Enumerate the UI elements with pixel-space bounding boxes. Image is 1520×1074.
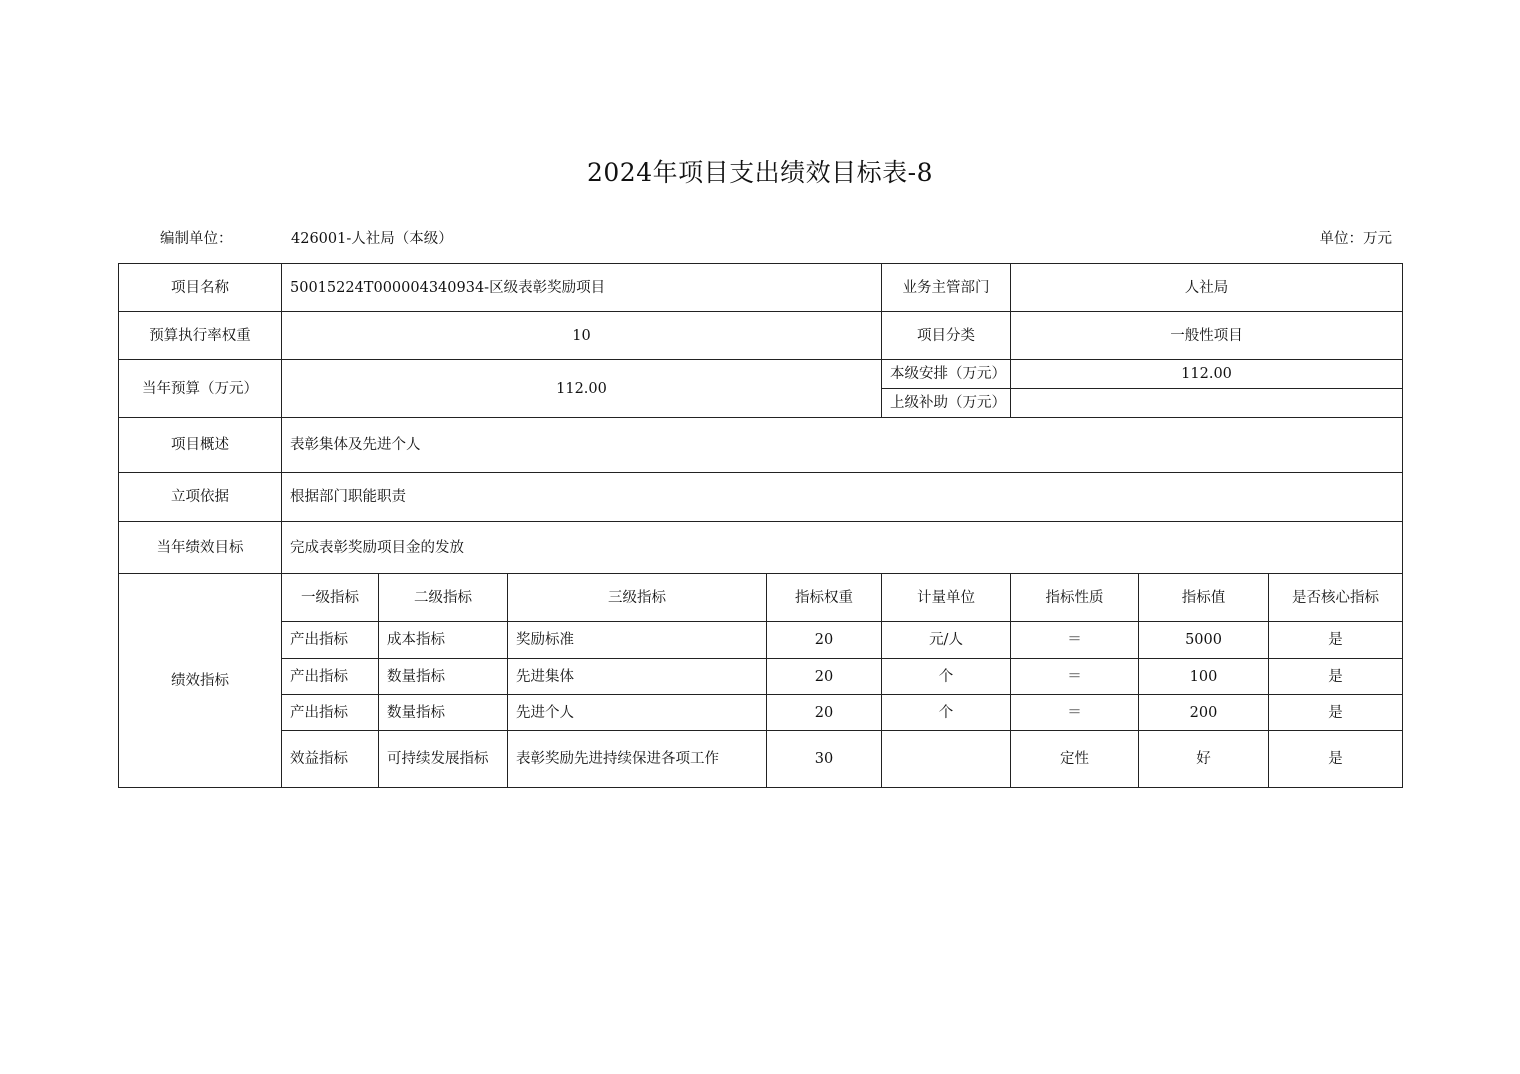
table-row <box>119 695 1403 731</box>
table-row <box>119 659 1403 695</box>
row-weight <box>119 312 1403 360</box>
basis-label: 立项依据 <box>119 473 282 522</box>
weight-value: 10 <box>282 312 882 360</box>
row-overview <box>119 418 1403 473</box>
metric-weight: 30 <box>767 731 882 788</box>
overview-value: 表彰集体及先进个人 <box>282 418 1403 473</box>
metric-level3: 奖励标准 <box>508 622 767 659</box>
metric-unit: 个 <box>882 659 1011 695</box>
metric-core: 是 <box>1269 731 1403 788</box>
metric-nature: ＝ <box>1011 659 1139 695</box>
metric-level1: 产出指标 <box>282 659 379 695</box>
metric-nature: ＝ <box>1011 622 1139 659</box>
metric-nature: ＝ <box>1011 695 1139 731</box>
weight-label: 预算执行率权重 <box>119 312 282 360</box>
row-project-name <box>119 264 1403 312</box>
metric-nature: 定性 <box>1011 731 1139 788</box>
row-budget <box>119 360 1403 389</box>
org-value: 426001-人社局（本级） <box>291 231 453 247</box>
basis-value: 根据部门职能职责 <box>282 473 1403 522</box>
metrics-section-label: 绩效指标 <box>119 574 282 788</box>
category-label: 项目分类 <box>882 312 1011 360</box>
metrics-header: 一级指标 <box>282 574 379 622</box>
metric-level1: 产出指标 <box>282 622 379 659</box>
metrics-header: 二级指标 <box>379 574 508 622</box>
org-label: 编制单位： <box>160 231 233 247</box>
metric-weight: 20 <box>767 622 882 659</box>
metric-unit <box>882 731 1011 788</box>
metrics-header: 三级指标 <box>508 574 767 622</box>
metrics-header-row <box>119 574 1403 622</box>
budget-label: 当年预算（万元） <box>119 360 282 418</box>
metric-unit: 元/人 <box>882 622 1011 659</box>
metric-core: 是 <box>1269 695 1403 731</box>
project-name-label: 项目名称 <box>119 264 282 312</box>
metric-level2: 数量指标 <box>379 695 508 731</box>
metric-weight: 20 <box>767 659 882 695</box>
metrics-header: 是否核心指标 <box>1269 574 1403 622</box>
row-basis <box>119 473 1403 522</box>
metric-level2: 数量指标 <box>379 659 508 695</box>
local-label: 本级安排（万元） <box>882 360 1011 389</box>
metric-level1: 产出指标 <box>282 695 379 731</box>
metric-level3: 先进集体 <box>508 659 767 695</box>
local-value: 112.00 <box>1011 360 1403 389</box>
dept-label: 业务主管部门 <box>882 264 1011 312</box>
upper-label: 上级补助（万元） <box>882 389 1011 418</box>
unit-label: 单位：万元 <box>1319 231 1392 247</box>
table-row <box>119 622 1403 659</box>
metric-unit: 个 <box>882 695 1011 731</box>
metric-weight: 20 <box>767 695 882 731</box>
metric-core: 是 <box>1269 622 1403 659</box>
dept-value: 人社局 <box>1011 264 1403 312</box>
metrics-header: 计量单位 <box>882 574 1011 622</box>
goal-label: 当年绩效目标 <box>119 522 282 574</box>
performance-table <box>118 263 1403 788</box>
metric-level2: 成本指标 <box>379 622 508 659</box>
metric-value: 200 <box>1139 695 1269 731</box>
metric-level3: 表彰奖励先进持续保进各项工作 <box>508 731 767 788</box>
metric-core: 是 <box>1269 659 1403 695</box>
table-row <box>119 731 1403 788</box>
metric-level2: 可持续发展指标 <box>379 731 508 788</box>
overview-label: 项目概述 <box>119 418 282 473</box>
category-value: 一般性项目 <box>1011 312 1403 360</box>
metric-value: 好 <box>1139 731 1269 788</box>
metric-value: 100 <box>1139 659 1269 695</box>
project-name-value: 50015224T000004340934-区级表彰奖励项目 <box>282 264 882 312</box>
metric-value: 5000 <box>1139 622 1269 659</box>
page-title: 2024年项目支出绩效目标表-8 <box>587 158 933 187</box>
budget-value: 112.00 <box>282 360 882 418</box>
metrics-header: 指标性质 <box>1011 574 1139 622</box>
upper-value <box>1011 389 1403 418</box>
goal-value: 完成表彰奖励项目金的发放 <box>282 522 1403 574</box>
metric-level3: 先进个人 <box>508 695 767 731</box>
metrics-header: 指标值 <box>1139 574 1269 622</box>
row-goal <box>119 522 1403 574</box>
metrics-header: 指标权重 <box>767 574 882 622</box>
metric-level1: 效益指标 <box>282 731 379 788</box>
